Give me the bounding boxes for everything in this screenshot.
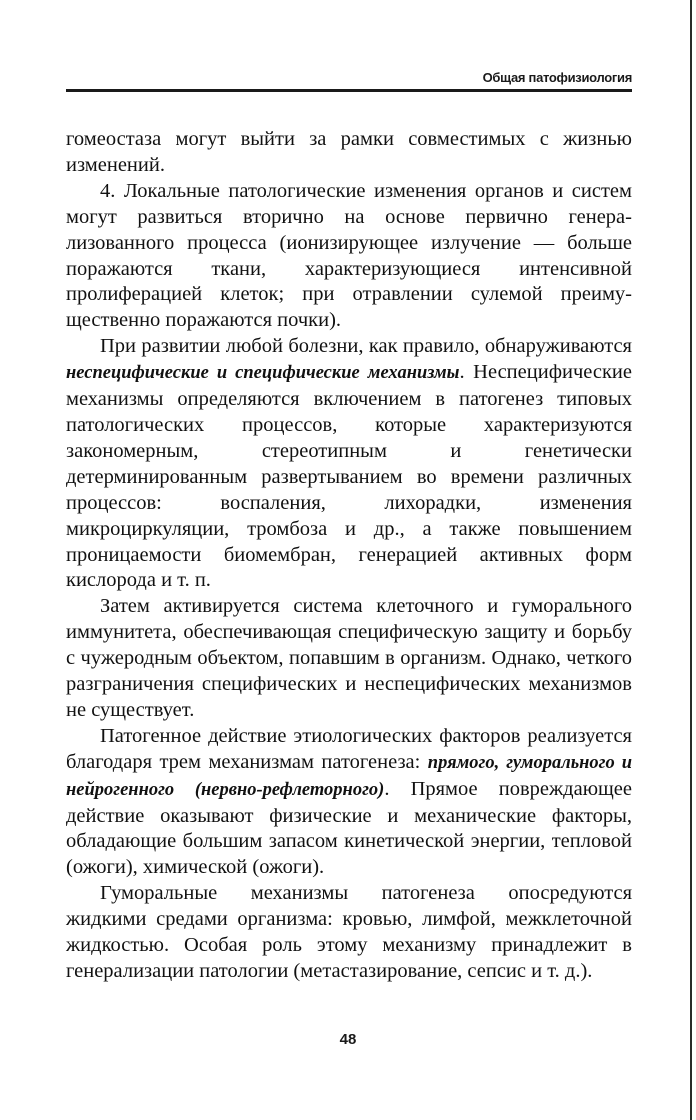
page-edge-line: [690, 0, 692, 1120]
paragraph: [66, 724, 632, 881]
paragraph: [66, 179, 632, 334]
page-number: 48: [339, 1031, 357, 1048]
text-run: Гуморальные механизмы патогенеза опосредуются жидкими средами организма: кровью, лимфой, межклеточной жидкостью. Особая роль этому механизму принадлежит в генерализации патологии (метастазирование, сепсис и т. д.).: [66, 882, 632, 982]
text-run: . Прямое повреждающее действие оказывают физические и механические факторы, обладающие большим запасом кинетической энергии, тепловой (ожоги), химической (ожоги).: [66, 777, 633, 879]
running-title: Общая патофизиология: [482, 70, 632, 85]
paragraph: [66, 594, 632, 724]
text-run: . Неспецифические механизмы определяются включением в патогенез типовых патологических процессов, которые характеризуются закономерным, стереотипным и генетически детерминированным развертыванием во времени различных процессов: воспаления, лихорадки, изменения микроциркуляции, тромбоза и др., а также повышением проницаемости биомембран, генерацией активных форм кислорода и т. п.: [66, 361, 632, 592]
text-run: 4. Локальные патологические изменения органов и систем могут развиться вторично на основе первично генерализованного процесса (ионизирующее излучение — больше поражаются ткани, характеризующиеся интенсивной пролиферацией клеток; при отравлении сулемой преимущественно поражаются почки).: [66, 179, 632, 332]
text-run: гомеостаза могут выйти за рамки совместимых с жизнью изменений.: [66, 128, 632, 176]
header-rule: [66, 89, 632, 92]
paragraph: [66, 127, 632, 179]
body-text: [66, 127, 632, 985]
emphasized-text: прямого, гуморального и нейрогенного (нервно-рефлеторного): [66, 752, 632, 800]
text-run: При развитии любой болезни, как правило, обнаруживаются: [100, 335, 632, 358]
text-run: Затем активируется система клеточного и гуморального иммунитета, обеспечивающая специфическую защиту и борьбу с чужеродным объектом, попавшим в организм. Однако, четкого разграничения специфических и неспецифических механизмов не существует.: [66, 595, 632, 721]
emphasized-text: неспецифические и специфические механизмы: [66, 363, 460, 384]
paragraph: [66, 334, 632, 594]
paragraph: [66, 881, 632, 985]
text-run: Патогенное действие этиологических факторов реализуется благодаря трем механизмам патогенеза:: [66, 724, 632, 773]
